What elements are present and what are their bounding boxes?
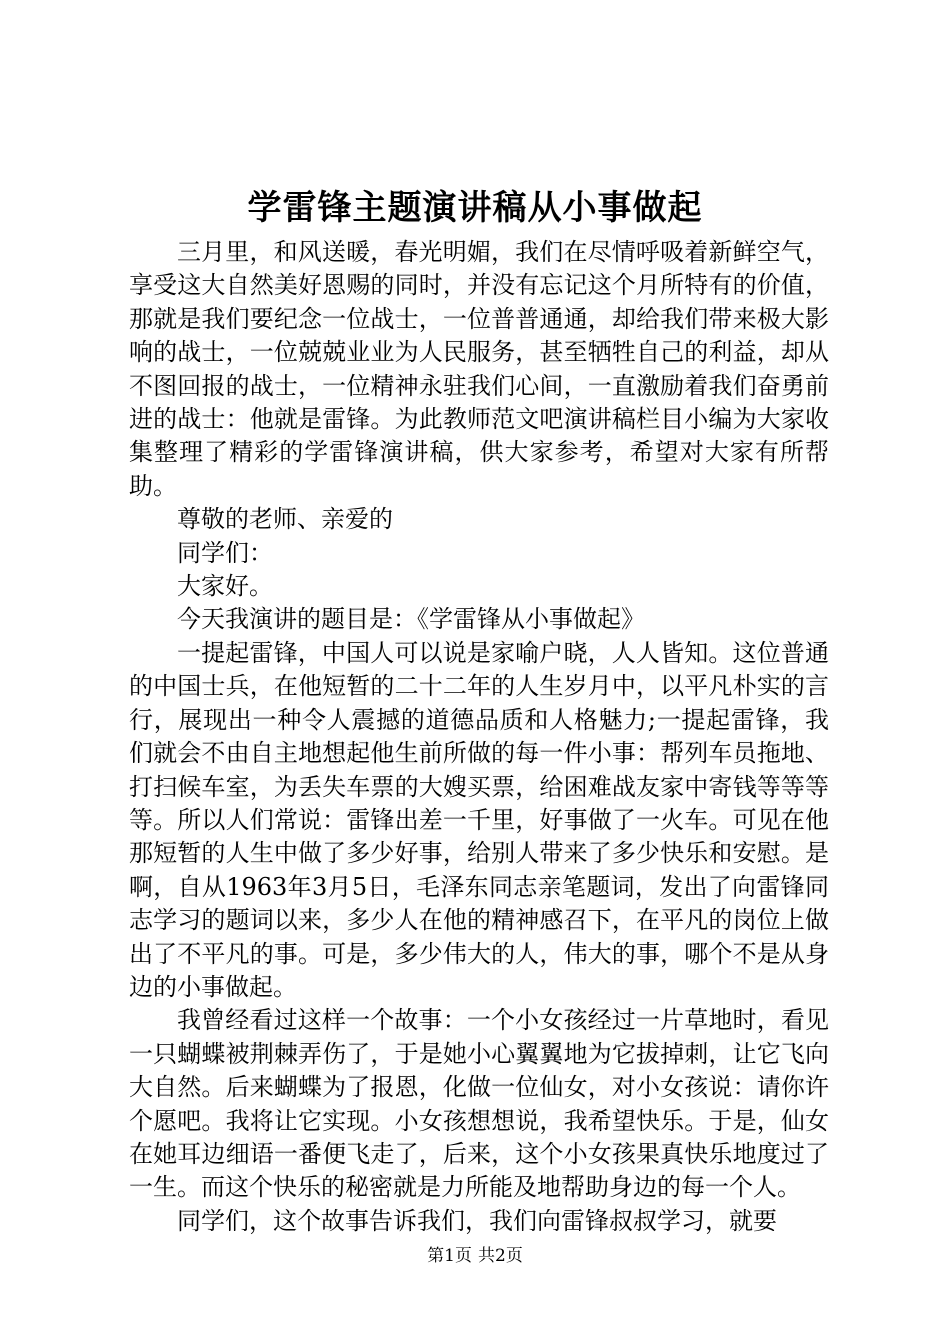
paragraph-salutation-2: 同学们： [177,538,273,567]
page-total: 共2页 [478,1246,523,1266]
page-number: 第1页 [427,1246,472,1266]
document-body [129,236,829,1238]
paragraph-salutation: 尊敬的老师、亲爱的 [177,505,393,534]
paragraph-leifeng: 一提起雷锋，中国人可以说是家喻户晓，人人皆知。这位普通的中国士兵，在他短暂的二十二年的人生岁月中，以平凡朴实的言行，展现出一种令人震撼的道德品质和人格魅力;一提起雷锋，我们就会不由自主地想起他生前所做的每一件小事：帮列车员拖地、打扫候车室，为丢失车票的大嫂买票，给困难战友家中寄钱等等等等。所以人们常说：雷锋出差一千里，好事做了一火车。可见在他那短暂的人生中做了多少好事，给别人带来了多少快乐和安慰。是啊，自从1963年3月5日，毛泽东同志亲笔题词，发出了向雷锋同志学习的题词以来，多少人在他的精神感召下，在平凡的岗位上做出了不平凡的事。可是，多少伟大的人，伟大的事，哪个不是从身边的小事做起。 [129,638,829,1001]
paragraph-greeting: 大家好。 [177,572,273,601]
page-footer [0,1244,950,1268]
paragraph-intro: 三月里，和风送暖，春光明媚，我们在尽情呼吸着新鲜空气，享受这大自然美好恩赐的同时，并没有忘记这个月所特有的价值，那就是我们要纪念一位战士，一位普普通通，却给我们带来极大影响的战士，一位兢兢业业为人民服务，甚至牺牲自己的利益，却从不图回报的战士，一位精神永驻我们心间，一直激励着我们奋勇前进的战士：他就是雷锋。为此教师范文吧演讲稿栏目小编为大家收集整理了精彩的学雷锋演讲稿，供大家参考，希望对大家有所帮助。 [129,238,829,500]
paragraph-topic: 今天我演讲的题目是：《学雷锋从小事做起》 [177,605,645,634]
paragraph-story: 我曾经看过这样一个故事：一个小女孩经过一片草地时，看见一只蝴蝶被荆棘弄伤了，于是她小心翼翼地为它拔掉刺，让它飞向大自然。后来蝴蝶为了报恩，化做一位仙女，对小女孩说：请你许个愿吧。我将让它实现。小女孩想想说，我希望快乐。于是，仙女在她耳边细语一番便飞走了，后来，这个小女孩果真快乐地度过了一生。而这个快乐的秘密就是力所能及地帮助身边的每一个人。 [129,1006,829,1202]
document-title: 学雷锋主题演讲稿从小事做起 [247,188,703,228]
paragraph-conclusion: 同学们，这个故事告诉我们，我们向雷锋叔叔学习，就要 [177,1206,777,1235]
